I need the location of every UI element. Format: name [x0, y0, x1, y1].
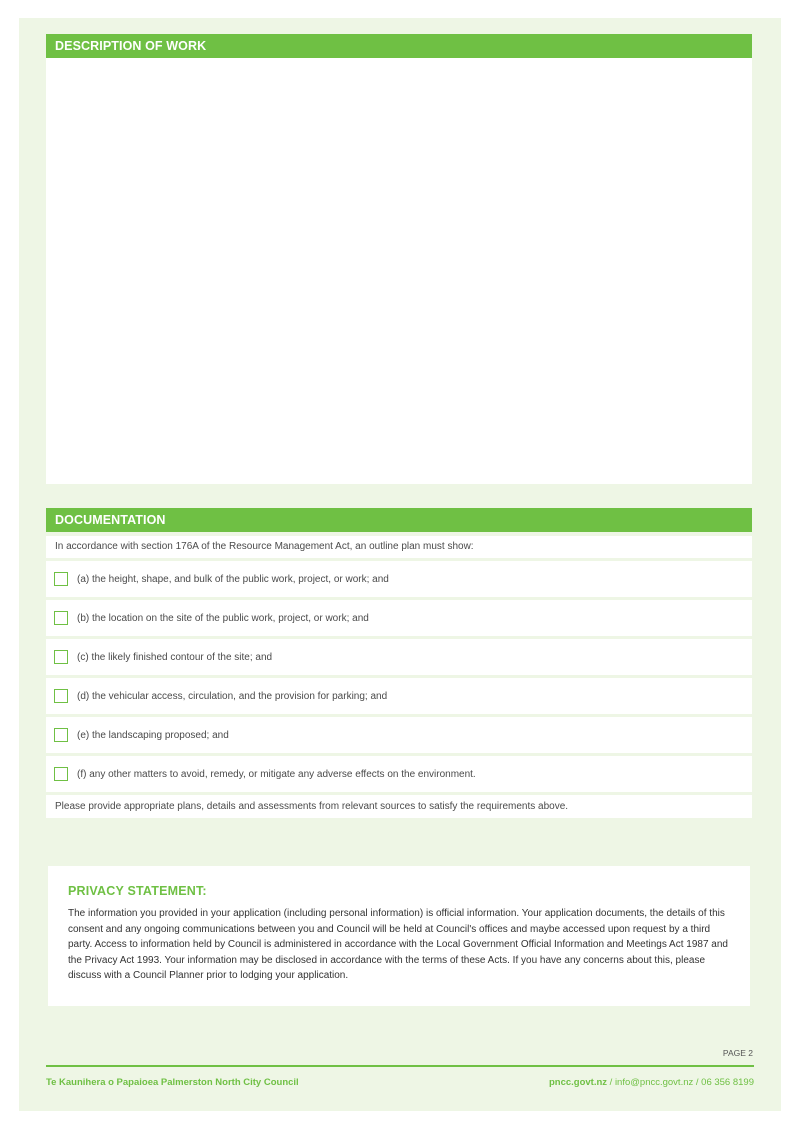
- privacy-statement-title: PRIVACY STATEMENT:: [68, 884, 207, 898]
- documentation-item-e[interactable]: [46, 717, 752, 753]
- checkbox-d[interactable]: [54, 689, 68, 703]
- footer-divider: [46, 1065, 754, 1067]
- documentation-item-label: (b) the location on the site of the public work, project, or work; and: [77, 612, 369, 624]
- website-link[interactable]: pncc.govt.nz: [548, 1077, 608, 1088]
- privacy-statement-box: [48, 866, 750, 1006]
- contact-details: / info@pncc.govt.nz / 06 356 8199: [607, 1077, 754, 1088]
- checkbox-a[interactable]: [54, 572, 68, 586]
- documentation-item-label: (e) the landscaping proposed; and: [77, 729, 229, 741]
- documentation-header: DOCUMENTATION: [46, 508, 752, 532]
- documentation-item-label: (c) the likely finished contour of the site; and: [77, 651, 273, 663]
- checkbox-c[interactable]: [54, 650, 68, 664]
- checkbox-f[interactable]: [54, 767, 68, 781]
- documentation-item-c[interactable]: [46, 639, 752, 675]
- documentation-footer-note: Please provide appropriate plans, details and assessments from relevant sources to satisfy the requirements above.: [46, 795, 752, 818]
- page-number: PAGE 2: [722, 1048, 753, 1058]
- documentation-item-label: (d) the vehicular access, circulation, and the provision for parking; and: [77, 690, 388, 702]
- documentation-item-label: (a) the height, shape, and bulk of the public work, project, or work; and: [77, 573, 389, 585]
- documentation-item-f[interactable]: [46, 756, 752, 792]
- footer-contact: [549, 1077, 754, 1088]
- description-of-work-header: DESCRIPTION OF WORK: [46, 34, 752, 58]
- documentation-item-d[interactable]: [46, 678, 752, 714]
- documentation-item-a[interactable]: [46, 561, 752, 597]
- checkbox-b[interactable]: [54, 611, 68, 625]
- description-of-work-field[interactable]: [46, 58, 752, 484]
- documentation-item-b[interactable]: [46, 600, 752, 636]
- documentation-item-label: (f) any other matters to avoid, remedy, or mitigate any adverse effects on the environment.: [77, 768, 476, 780]
- documentation-intro: In accordance with section 176A of the Resource Management Act, an outline plan must show:: [46, 536, 752, 558]
- council-name: Te Kaunihera o Papaioea Palmerston North City Council: [46, 1077, 299, 1088]
- privacy-statement-text: The information you provided in your application (including personal information) is official information. Your application documents, the details of this consent and any ongoing communications between you and Council will be held at Council's offices and maybe accessed upon request by a third party. Access to information held by Council is administered in accordance with the Local Government Official Information and Meetings Act 1987 and the Privacy Act 1993. Your information may be disclosed in accordance with the terms of these Acts. If you have any concerns about this, please discuss with a Council Planner prior to lodging your application.: [68, 908, 728, 981]
- checkbox-e[interactable]: [54, 728, 68, 742]
